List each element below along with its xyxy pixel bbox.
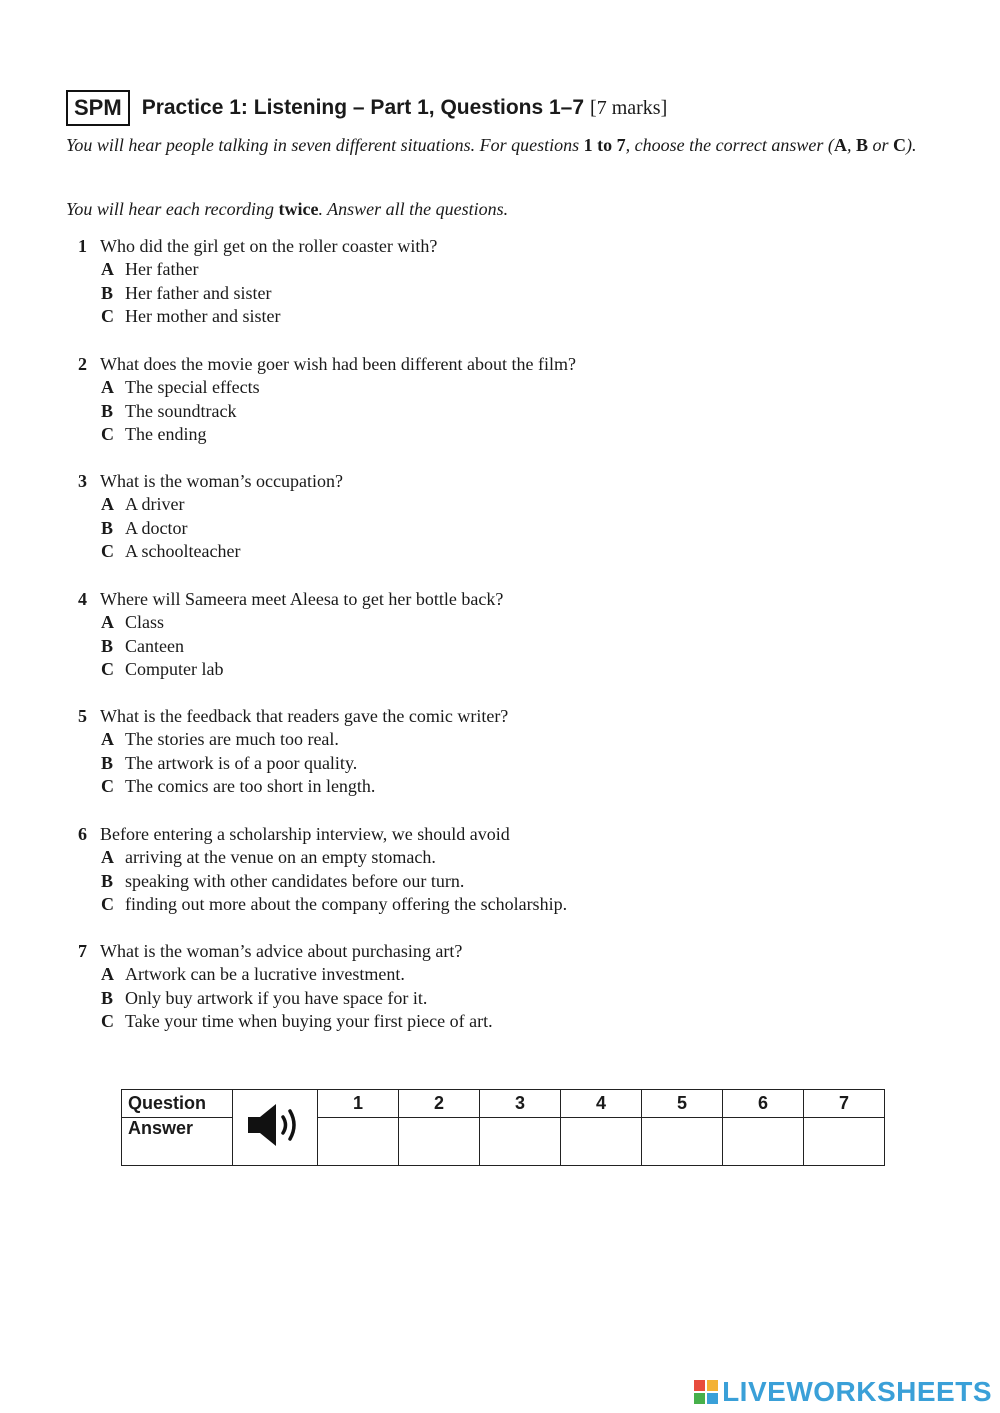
option-7c[interactable]: C Take your time when buying your first piece of art. xyxy=(101,1011,493,1031)
answer-box-2[interactable] xyxy=(399,1118,480,1166)
answer-label: Answer xyxy=(122,1118,233,1166)
answer-box-7[interactable] xyxy=(804,1118,885,1166)
answer-number-7: 7 xyxy=(804,1090,885,1118)
option-6c[interactable]: C finding out more about the company offering the scholarship. xyxy=(101,894,568,914)
option-3a[interactable]: A A driver xyxy=(101,494,185,514)
answer-number-6: 6 xyxy=(723,1090,804,1118)
question-number: 1 xyxy=(78,236,87,256)
question-number: 4 xyxy=(78,589,87,609)
answer-box-6[interactable] xyxy=(723,1118,804,1166)
option-4c[interactable]: C Computer lab xyxy=(101,659,224,679)
option-4a[interactable]: A Class xyxy=(101,612,165,632)
option-7a[interactable]: A Artwork can be a lucrative investment. xyxy=(101,964,405,984)
question-number: 5 xyxy=(78,706,87,726)
option-7b[interactable]: B Only buy artwork if you have space for it. xyxy=(101,987,428,1008)
question-1 xyxy=(78,234,437,329)
answer-table xyxy=(121,1089,885,1166)
answer-box-4[interactable] xyxy=(561,1118,642,1166)
question-3 xyxy=(78,469,343,564)
question-text: What is the feedback that readers gave the comic writer? xyxy=(100,706,509,726)
question-text: What is the woman’s occupation? xyxy=(100,471,343,491)
question-number: 2 xyxy=(78,354,87,374)
question-text: What does the movie goer wish had been different about the film? xyxy=(100,354,577,374)
answer-box-1[interactable] xyxy=(318,1118,399,1166)
answer-number-4: 4 xyxy=(561,1090,642,1118)
liveworksheets-logo-icon xyxy=(694,1380,718,1404)
question-5 xyxy=(78,704,508,799)
option-1b[interactable]: B Her father and sister xyxy=(101,282,272,303)
question-label: Question xyxy=(122,1090,233,1118)
option-3b[interactable]: B A doctor xyxy=(101,517,188,538)
option-3c[interactable]: C A schoolteacher xyxy=(101,541,241,561)
instructions-line-1: You will hear people talking in seven different situations. For questions 1 to 7, choose the correct answer (A, B or C). xyxy=(66,135,917,155)
option-6a[interactable]: A arriving at the venue on an empty stomach. xyxy=(101,847,436,867)
brand-name: LIVEWORKSHEETS xyxy=(722,1376,992,1407)
option-2c[interactable]: C The ending xyxy=(101,424,207,444)
liveworksheets-brand xyxy=(694,1376,992,1408)
answer-number-5: 5 xyxy=(642,1090,723,1118)
answer-number-2: 2 xyxy=(399,1090,480,1118)
question-text: Who did the girl get on the roller coaster with? xyxy=(100,236,438,256)
option-2b[interactable]: B The soundtrack xyxy=(101,400,237,421)
spm-badge: SPM xyxy=(66,90,130,126)
instructions-line-2: You will hear each recording twice. Answer all the questions. xyxy=(66,199,509,219)
option-2a[interactable]: A The special effects xyxy=(101,377,260,397)
option-1a[interactable]: A Her father xyxy=(101,259,199,279)
option-5b[interactable]: B The artwork is of a poor quality. xyxy=(101,752,358,773)
answer-box-3[interactable] xyxy=(480,1118,561,1166)
worksheet-header xyxy=(66,90,667,126)
question-number: 6 xyxy=(78,824,87,844)
answer-box-5[interactable] xyxy=(642,1118,723,1166)
question-6 xyxy=(78,822,567,917)
question-text: Where will Sameera meet Aleesa to get her bottle back? xyxy=(100,589,504,609)
option-1c[interactable]: C Her mother and sister xyxy=(101,306,281,326)
page-title: Practice 1: Listening – Part 1, Questions 1–7 xyxy=(141,96,585,119)
question-2 xyxy=(78,352,576,447)
option-5a[interactable]: A The stories are much too real. xyxy=(101,729,339,749)
speaker-icon[interactable] xyxy=(244,1101,306,1154)
question-text: What is the woman’s advice about purchasing art? xyxy=(100,941,463,961)
option-4b[interactable]: B Canteen xyxy=(101,635,184,656)
marks-label: [7 marks] xyxy=(590,96,668,119)
audio-cell xyxy=(233,1090,318,1166)
question-text: Before entering a scholarship interview, we should avoid xyxy=(100,824,510,844)
question-number: 7 xyxy=(78,941,87,961)
question-4 xyxy=(78,587,503,682)
question-7 xyxy=(78,939,493,1034)
answer-number-3: 3 xyxy=(480,1090,561,1118)
answer-number-1: 1 xyxy=(318,1090,399,1118)
option-6b[interactable]: B speaking with other candidates before our turn. xyxy=(101,870,465,891)
option-5c[interactable]: C The comics are too short in length. xyxy=(101,776,376,796)
question-number: 3 xyxy=(78,471,87,491)
